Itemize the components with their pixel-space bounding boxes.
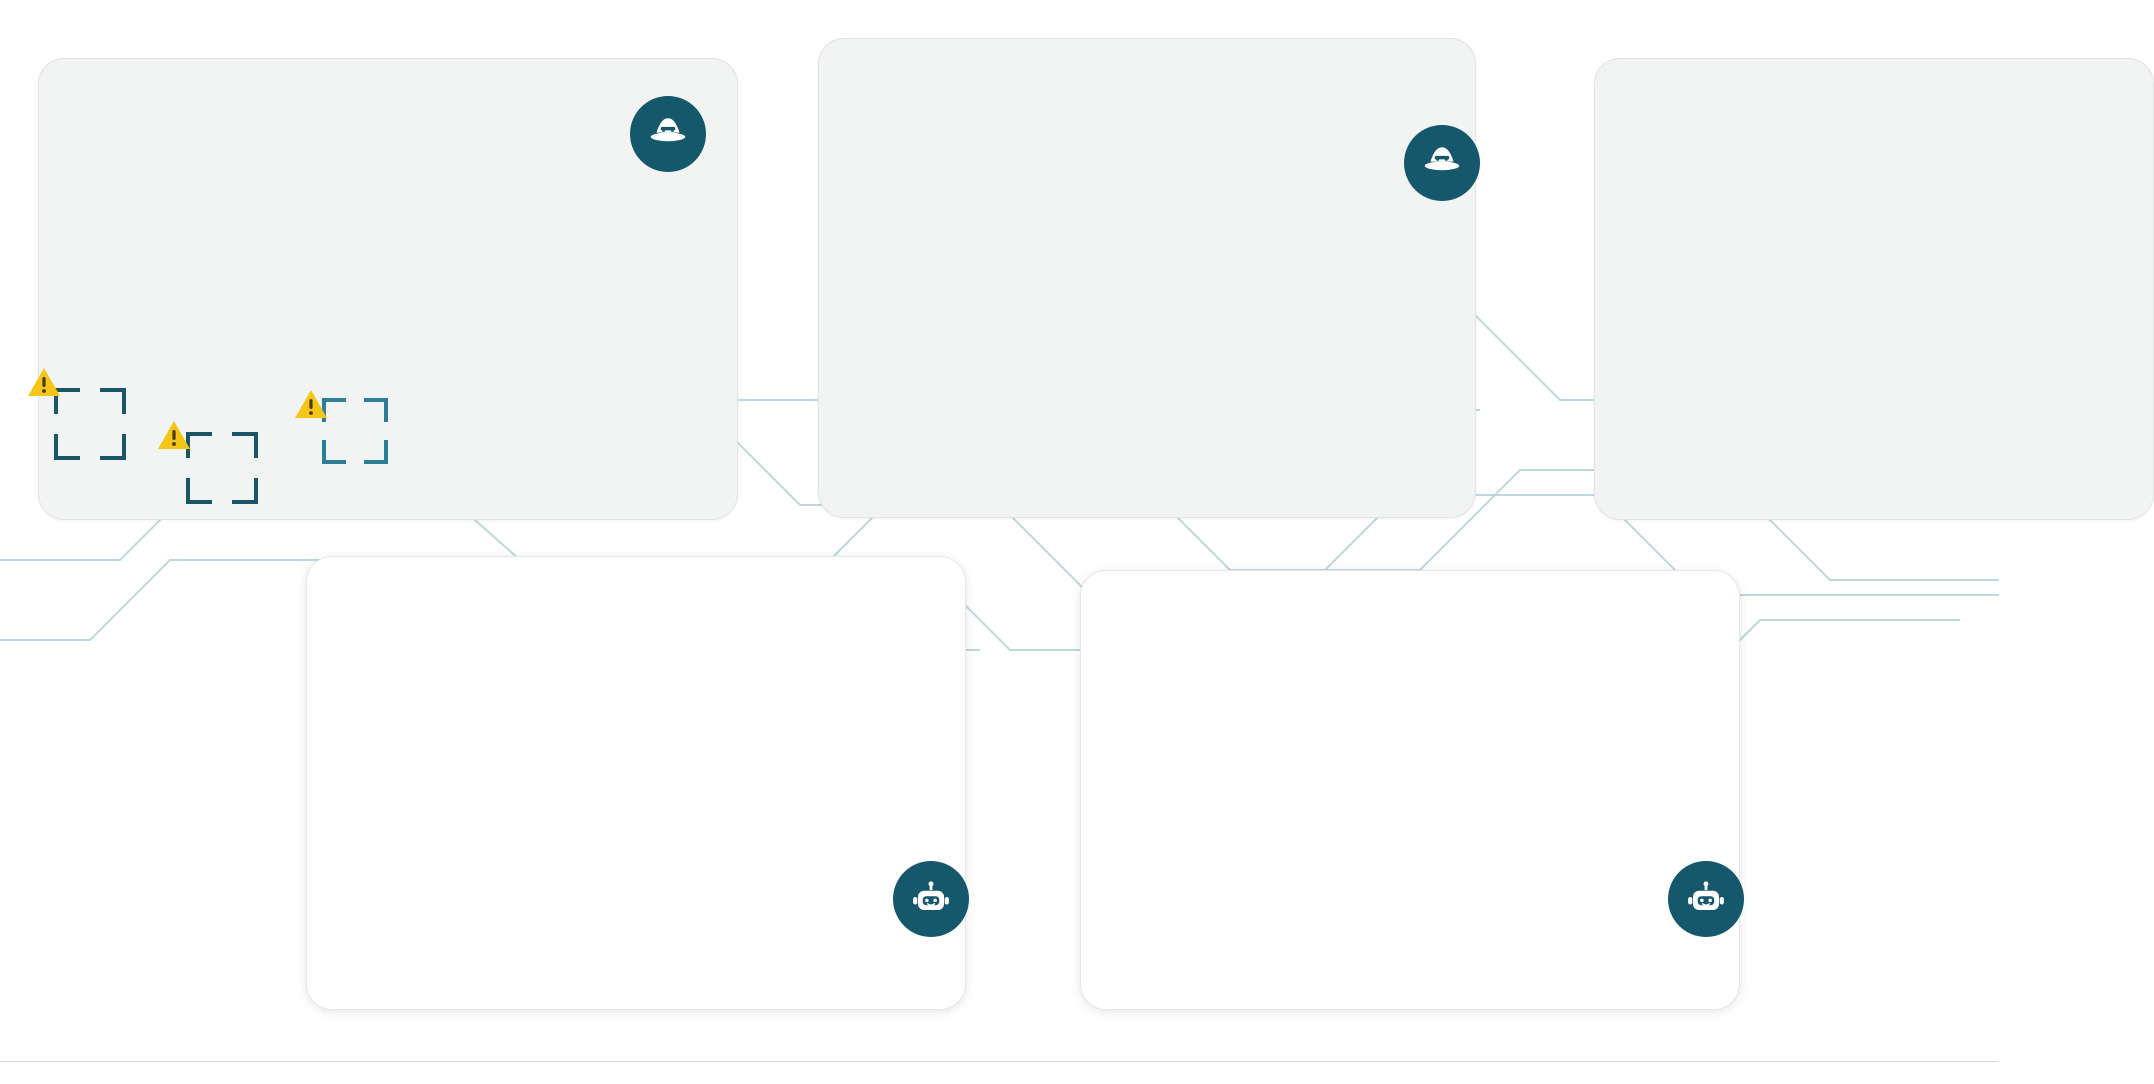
agent-message-card-1	[306, 556, 966, 1010]
agent-avatar-2	[1668, 861, 1744, 937]
scammer-hat-icon	[645, 111, 691, 157]
scam-message-card-2	[818, 38, 1476, 518]
warning-triangle-3	[157, 420, 191, 450]
detection-bracket-1	[54, 388, 126, 460]
warning-triangle-icon	[294, 389, 328, 419]
robot-icon	[909, 877, 953, 921]
robot-icon	[1684, 877, 1728, 921]
warning-triangle-1	[27, 367, 61, 397]
warning-triangle-icon	[157, 420, 191, 450]
warning-triangle-icon	[27, 367, 61, 397]
scammer-avatar-1	[630, 96, 706, 172]
agent-avatar-1	[893, 861, 969, 937]
scammer-avatar-2	[1404, 125, 1480, 201]
detection-bracket-2	[322, 398, 388, 464]
agent-message-card-2	[1080, 570, 1740, 1010]
scammer-hat-icon	[1419, 140, 1465, 186]
detection-bracket-3	[186, 432, 258, 504]
scam-message-card-3	[1594, 58, 2154, 520]
bottom-divider	[0, 1061, 1999, 1062]
warning-triangle-2	[294, 389, 328, 419]
